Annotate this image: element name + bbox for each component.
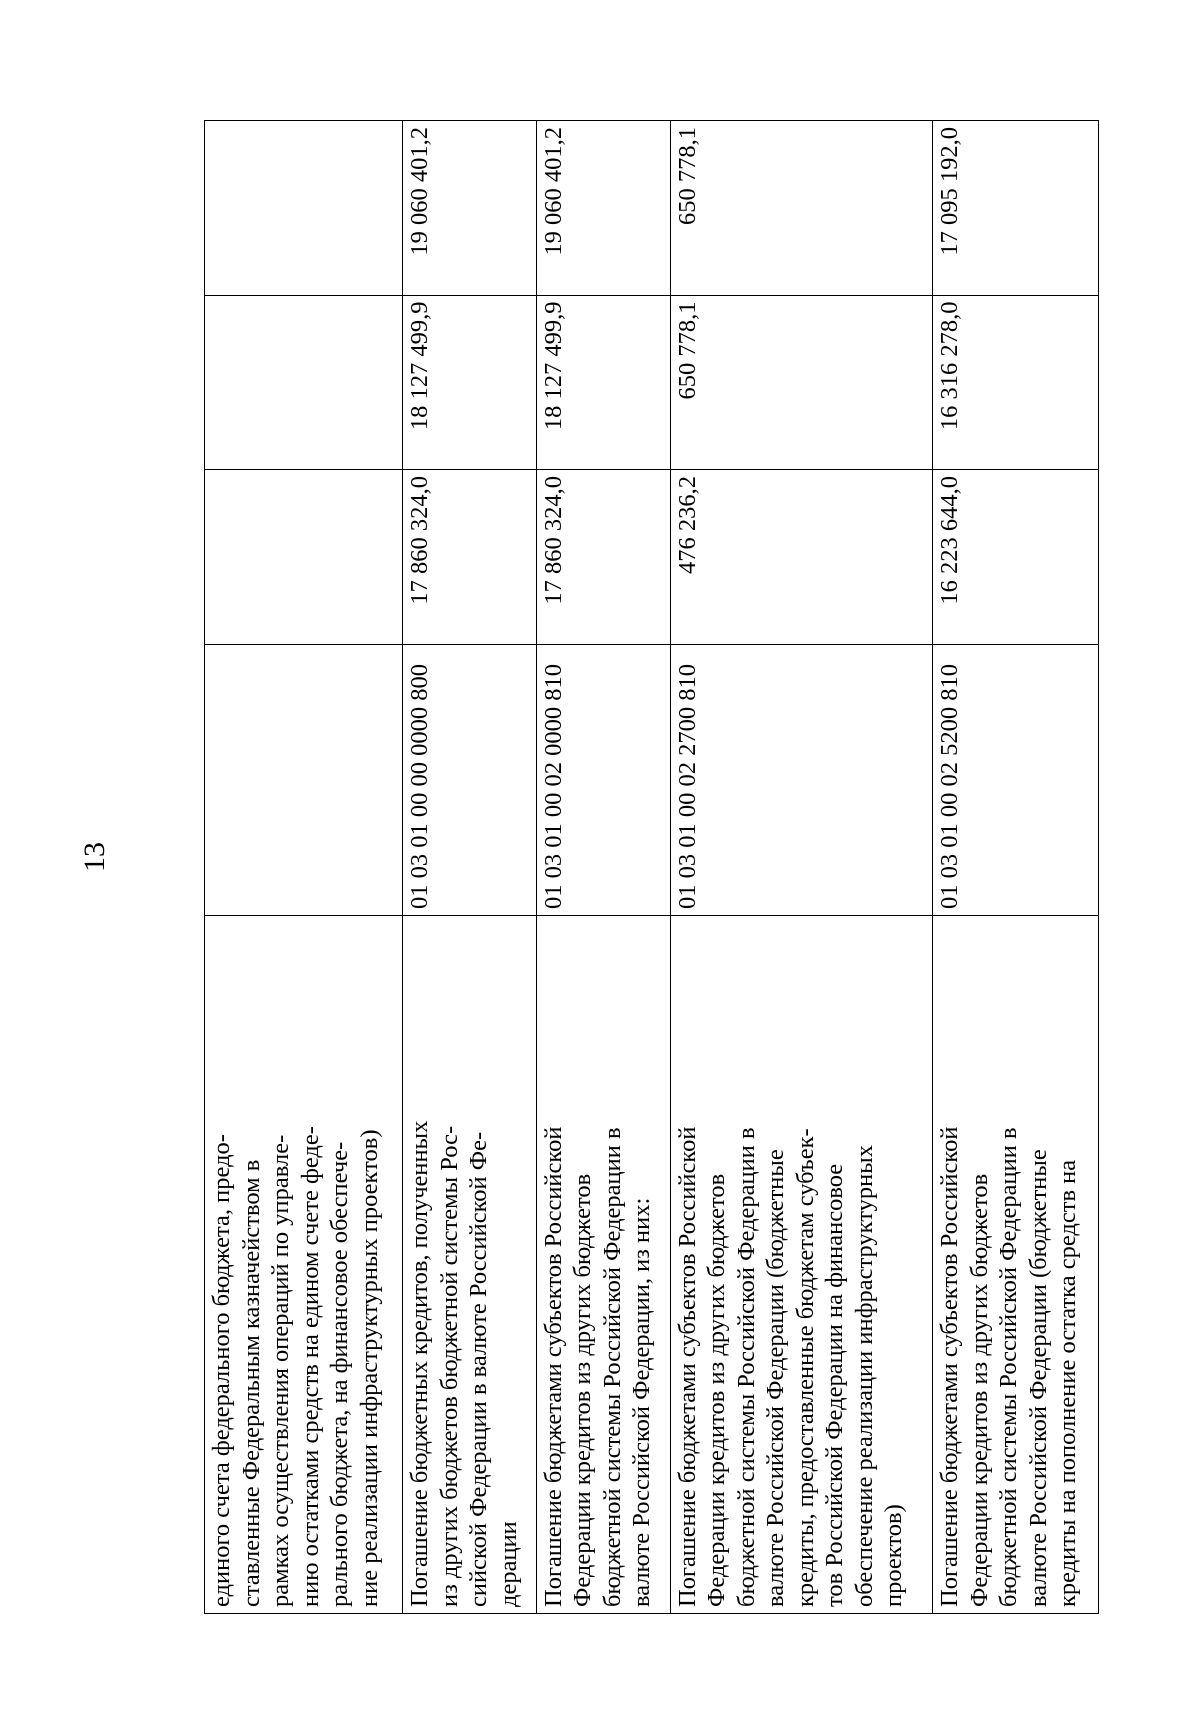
- row-code: 01 03 01 00 00 0000 800: [403, 644, 537, 915]
- row-value-1: 17 860 324,0: [536, 470, 670, 645]
- row-value-1: 476 236,2: [670, 470, 932, 645]
- row-value-1: [205, 470, 403, 645]
- row-code: 01 03 01 00 02 5200 810: [933, 644, 1099, 915]
- row-name: Погашение бюджетами субъектов Российской Федерации кредитов из других бюджетов бюджетной системы Российской Федерации в валюте Российской Федерации, из них:: [536, 915, 670, 1613]
- row-value-2: [205, 295, 403, 470]
- table-row: [536, 121, 670, 1614]
- row-code: [205, 644, 403, 915]
- row-name: Погашение бюджетных кредитов, полученных из других бюджетов бюджетной системы Рос- сийской Федерации в валюте Российской Фе- дерации: [403, 915, 537, 1613]
- table-row: [933, 121, 1099, 1614]
- table-row: [670, 121, 932, 1614]
- row-value-2: 18 127 499,9: [536, 295, 670, 470]
- table-row: [205, 121, 403, 1614]
- row-name: Погашение бюджетами субъектов Российской Федерации кредитов из других бюджетов бюджетной системы Российской Федерации в валюте Российской Федерации (бюджетные кредиты, предоставленные бюджетам субъек- тов Российской Федерации на финансовое обеспечение реализации инфраструктурных проектов): [670, 915, 932, 1613]
- row-value-2: 16 316 278,0: [933, 295, 1099, 470]
- page-number: 13: [78, 842, 111, 872]
- row-code: 01 03 01 00 02 0000 810: [536, 644, 670, 915]
- row-value-3: 650 778,1: [670, 121, 932, 296]
- row-code: 01 03 01 00 02 2700 810: [670, 644, 932, 915]
- row-value-2: 650 778,1: [670, 295, 932, 470]
- table-row: [403, 121, 537, 1614]
- budget-table: [204, 120, 1099, 1614]
- row-value-1: 17 860 324,0: [403, 470, 537, 645]
- rotated-table-wrapper: [204, 120, 1099, 1614]
- row-name: Погашение бюджетами субъектов Российской Федерации кредитов из других бюджетов бюджетной системы Российской Федерации в валюте Российской Федерации (бюджетные кредиты на пополнение остатка средств на: [933, 915, 1099, 1613]
- row-value-3: 17 095 192,0: [933, 121, 1099, 296]
- row-value-3: 19 060 401,2: [536, 121, 670, 296]
- row-value-3: 19 060 401,2: [403, 121, 537, 296]
- row-value-3: [205, 121, 403, 296]
- row-name: единого счета федерального бюджета, предо- ставленные Федеральным казначейством в рамках осуществления операций по управле- нию остатками средств на едином счете феде- рального бюджета, на финансовое обеспече- ние реализации инфраструктурных проектов): [205, 915, 403, 1613]
- row-value-1: 16 223 644,0: [933, 470, 1099, 645]
- row-value-2: 18 127 499,9: [403, 295, 537, 470]
